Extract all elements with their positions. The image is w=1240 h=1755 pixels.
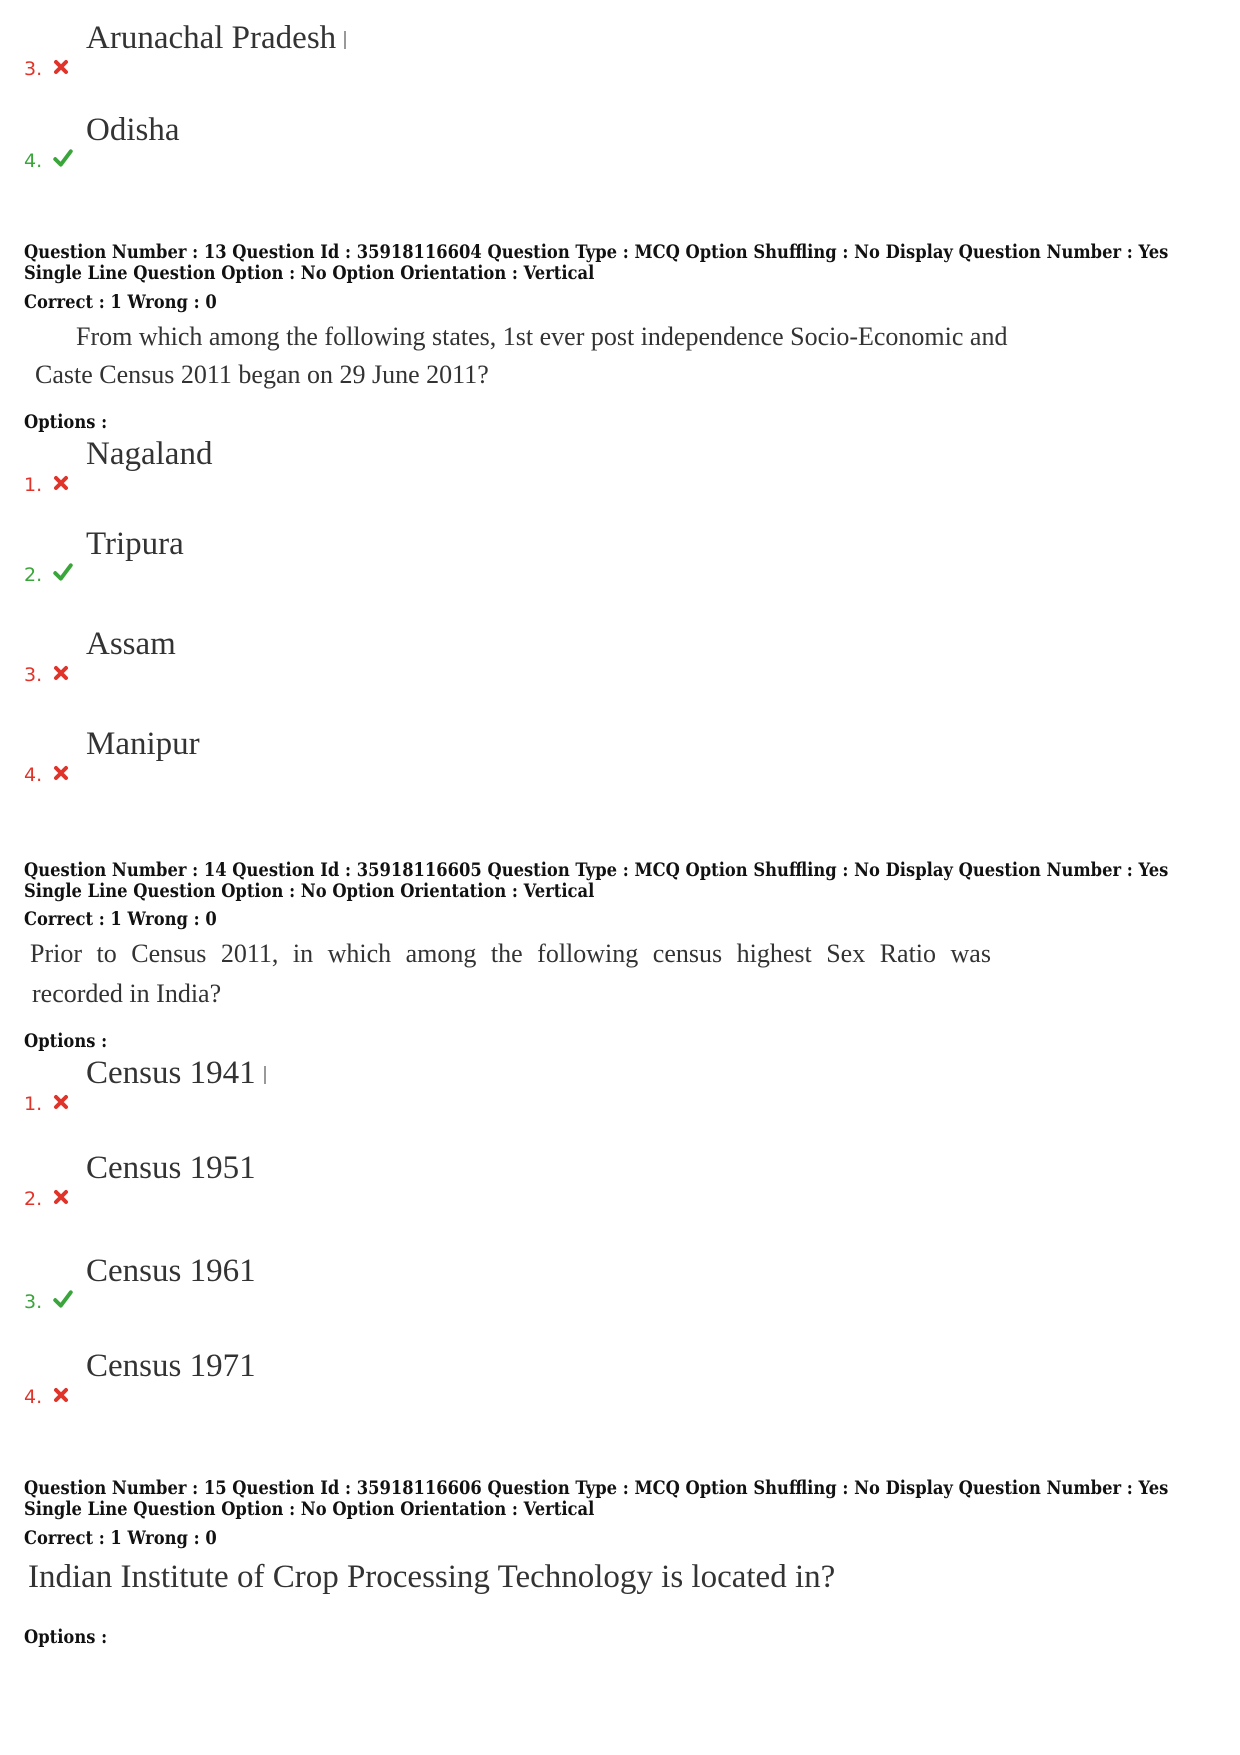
marks-info: Correct : 1 Wrong : 0 [24,908,217,930]
option-text: Census 1951 [86,1150,256,1186]
question-meta-2: Single Line Question Option : No Option Orientation : Vertical [24,1498,595,1520]
check-icon [52,1289,74,1309]
cross-icon [52,764,70,782]
option-number: 4. [24,1386,43,1408]
question-text-2: recorded in India? [32,979,222,1008]
option-number: 4. [24,150,43,172]
marks-info: Correct : 1 Wrong : 0 [24,1527,217,1549]
option-number: 3. [24,664,43,686]
cross-icon [52,1386,70,1404]
options-label: Options : [24,411,108,433]
option-text: Odisha [86,112,180,148]
options-label: Options : [24,1626,108,1648]
option-text: Tripura [86,526,184,562]
question-meta-2: Single Line Question Option : No Option Orientation : Vertical [24,262,595,284]
question-meta: Question Number : 14 Question Id : 35918116605 Question Type : MCQ Option Shuffling : No Display Question Number : Yes [24,859,1169,881]
cross-icon [52,474,70,492]
option-text: Manipur [86,726,200,762]
check-icon [52,562,74,582]
question-meta: Question Number : 13 Question Id : 35918116604 Question Type : MCQ Option Shuffling : No Display Question Number : Yes [24,241,1169,263]
cross-icon [52,1188,70,1206]
option-text: Arunachal Pradesh [86,20,346,56]
question-meta: Question Number : 15 Question Id : 35918116606 Question Type : MCQ Option Shuffling : No Display Question Number : Yes [24,1477,1169,1499]
option-number: 2. [24,1188,43,1210]
option-number: 1. [24,1093,43,1115]
option-number: 1. [24,474,43,496]
option-text: Census 1961 [86,1253,256,1289]
option-text: Nagaland [86,436,213,472]
marks-info: Correct : 1 Wrong : 0 [24,291,217,313]
question-text: Indian Institute of Crop Processing Technology is located in? [28,1559,836,1595]
question-text: Prior to Census 2011, in which among the following census highest Sex Ratio was [30,939,991,968]
option-number: 4. [24,764,43,786]
question-meta-2: Single Line Question Option : No Option Orientation : Vertical [24,880,595,902]
cross-icon [52,664,70,682]
option-text: Census 1971 [86,1348,256,1384]
cross-icon [52,1093,70,1111]
option-number: 2. [24,564,43,586]
options-label: Options : [24,1030,108,1052]
question-text-2: Caste Census 2011 began on 29 June 2011? [35,360,489,389]
cross-icon [52,58,70,76]
check-icon [52,148,74,168]
option-text: Assam [86,626,176,662]
option-number: 3. [24,1291,43,1313]
option-text: Census 1941 [86,1055,266,1091]
question-text: From which among the following states, 1st ever post independence Socio-Economic and [76,322,1008,351]
option-number: 3. [24,58,43,80]
